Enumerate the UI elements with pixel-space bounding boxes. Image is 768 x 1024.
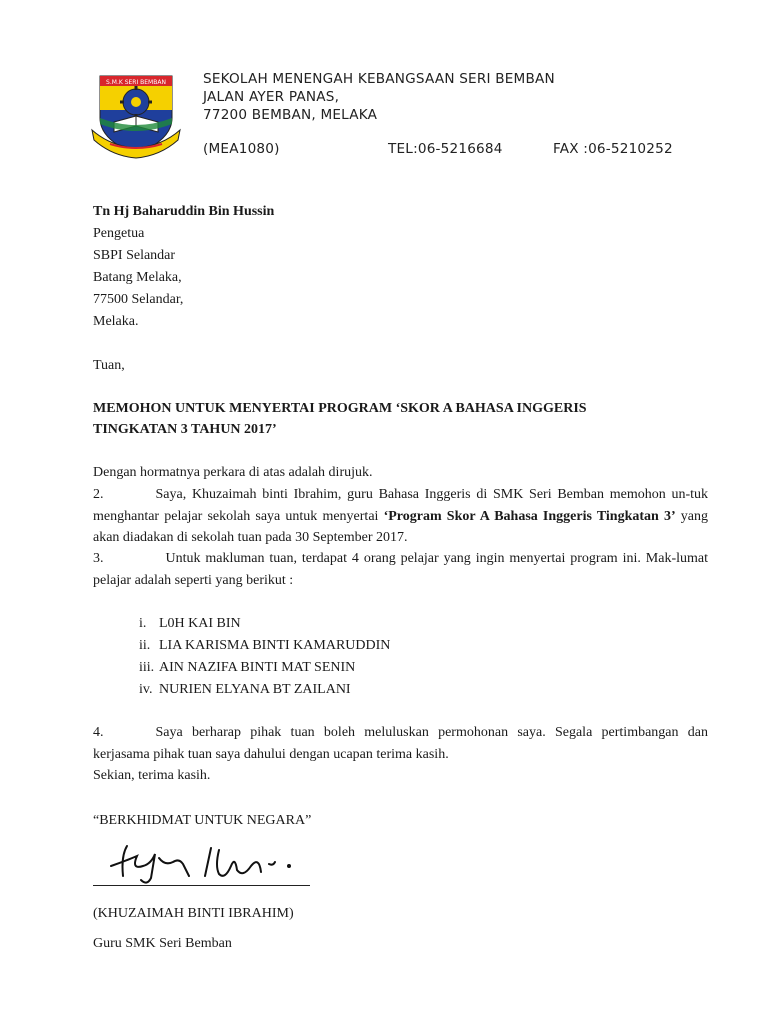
recipient-line-3: 77500 Selandar, <box>93 292 184 307</box>
intro-paragraph: Dengan hormatnya perkara di atas adalah dirujuk. <box>93 465 373 480</box>
list-item <box>139 657 390 679</box>
recipient-line-1: SBPI Selandar <box>93 248 176 263</box>
closing: Sekian, terima kasih. <box>93 768 211 783</box>
signatory-name: (KHUZAIMAH BINTI IBRAHIM) <box>93 906 294 921</box>
list-item-number: i. <box>139 616 147 631</box>
paragraph-2-text-b: yang akan diadakan di sekolah tuan pada 30 September 2017. <box>93 508 709 545</box>
paragraph-2-number: 2. <box>93 487 104 502</box>
paragraph-3 <box>93 548 708 591</box>
paragraph-4-text: Saya berharap pihak tuan boleh meluluskan permohonan saya. Segala pertimbangan dan kerjasama pihak tuan saya dahului dengan ucapan terima kasih. <box>93 725 708 762</box>
motto: “BERKHIDMAT UNTUK NEGARA” <box>93 813 312 828</box>
signatory-position: Guru SMK Seri Bemban <box>93 936 232 951</box>
paragraph-3-text: Untuk makluman tuan, terdapat 4 orang pelajar yang ingin menyertai program ini. Mak-lumat pelajar adalah seperti yang berikut : <box>93 551 708 588</box>
letterhead <box>0 0 768 170</box>
signature-line <box>93 885 310 886</box>
paragraph-4 <box>93 722 708 765</box>
recipient-name: Tn Hj Baharuddin Bin Hussin <box>93 204 275 219</box>
student-list <box>139 613 390 701</box>
address-line-2: 77200 BEMBAN, MELAKA <box>203 107 378 123</box>
handwritten-signature <box>93 836 313 888</box>
recipient-line-2: Batang Melaka, <box>93 270 182 285</box>
list-item-number: iv. <box>139 682 153 697</box>
list-item-number: iii. <box>139 660 155 675</box>
paragraph-4-number: 4. <box>93 725 104 740</box>
school-name: SEKOLAH MENENGAH KEBANGSAAN SERI BEMBAN <box>203 71 555 87</box>
list-item-name: LIA KARISMA BINTI KAMARUDDIN <box>159 638 391 653</box>
address-line-1: JALAN AYER PANAS, <box>203 89 340 105</box>
fax: FAX :06-5210252 <box>553 141 673 157</box>
program-name: ‘Program Skor A Bahasa Inggeris Tingkatan 3’ <box>383 508 676 524</box>
paragraph-2 <box>93 484 708 549</box>
paragraph-3-number: 3. <box>93 551 104 566</box>
list-item <box>139 635 390 657</box>
subject-line-1: MEMOHON UNTUK MENYERTAI PROGRAM ‘SKOR A BAHASA INGGERIS <box>93 401 587 416</box>
recipient-title: Pengetua <box>93 226 145 241</box>
list-item-name: L0H KAI BIN <box>159 616 241 631</box>
list-item-number: ii. <box>139 638 151 653</box>
list-item-name: AIN NAZIFA BINTI MAT SENIN <box>159 660 356 675</box>
paragraph-2-text-a: Saya, Khuzaimah binti Ibrahim, guru Bahasa Inggeris di SMK Seri Bemban memohon un-tuk menghantar pelajar sekolah saya untuk menyertai <box>93 487 708 524</box>
list-item <box>139 679 390 701</box>
list-item <box>139 613 390 635</box>
telephone: TEL:06-5216684 <box>388 141 503 157</box>
school-code: (MEA1080) <box>203 141 280 157</box>
list-item-name: NURIEN ELYANA BT ZAILANI <box>159 682 351 697</box>
school-crest-logo <box>90 70 182 162</box>
subject-line-2: TINGKATAN 3 TAHUN 2017’ <box>93 422 277 437</box>
svg-text:S.M.K SERI BEMBAN: S.M.K SERI BEMBAN <box>106 79 166 86</box>
salutation: Tuan, <box>93 358 125 373</box>
recipient-line-4: Melaka. <box>93 314 139 329</box>
